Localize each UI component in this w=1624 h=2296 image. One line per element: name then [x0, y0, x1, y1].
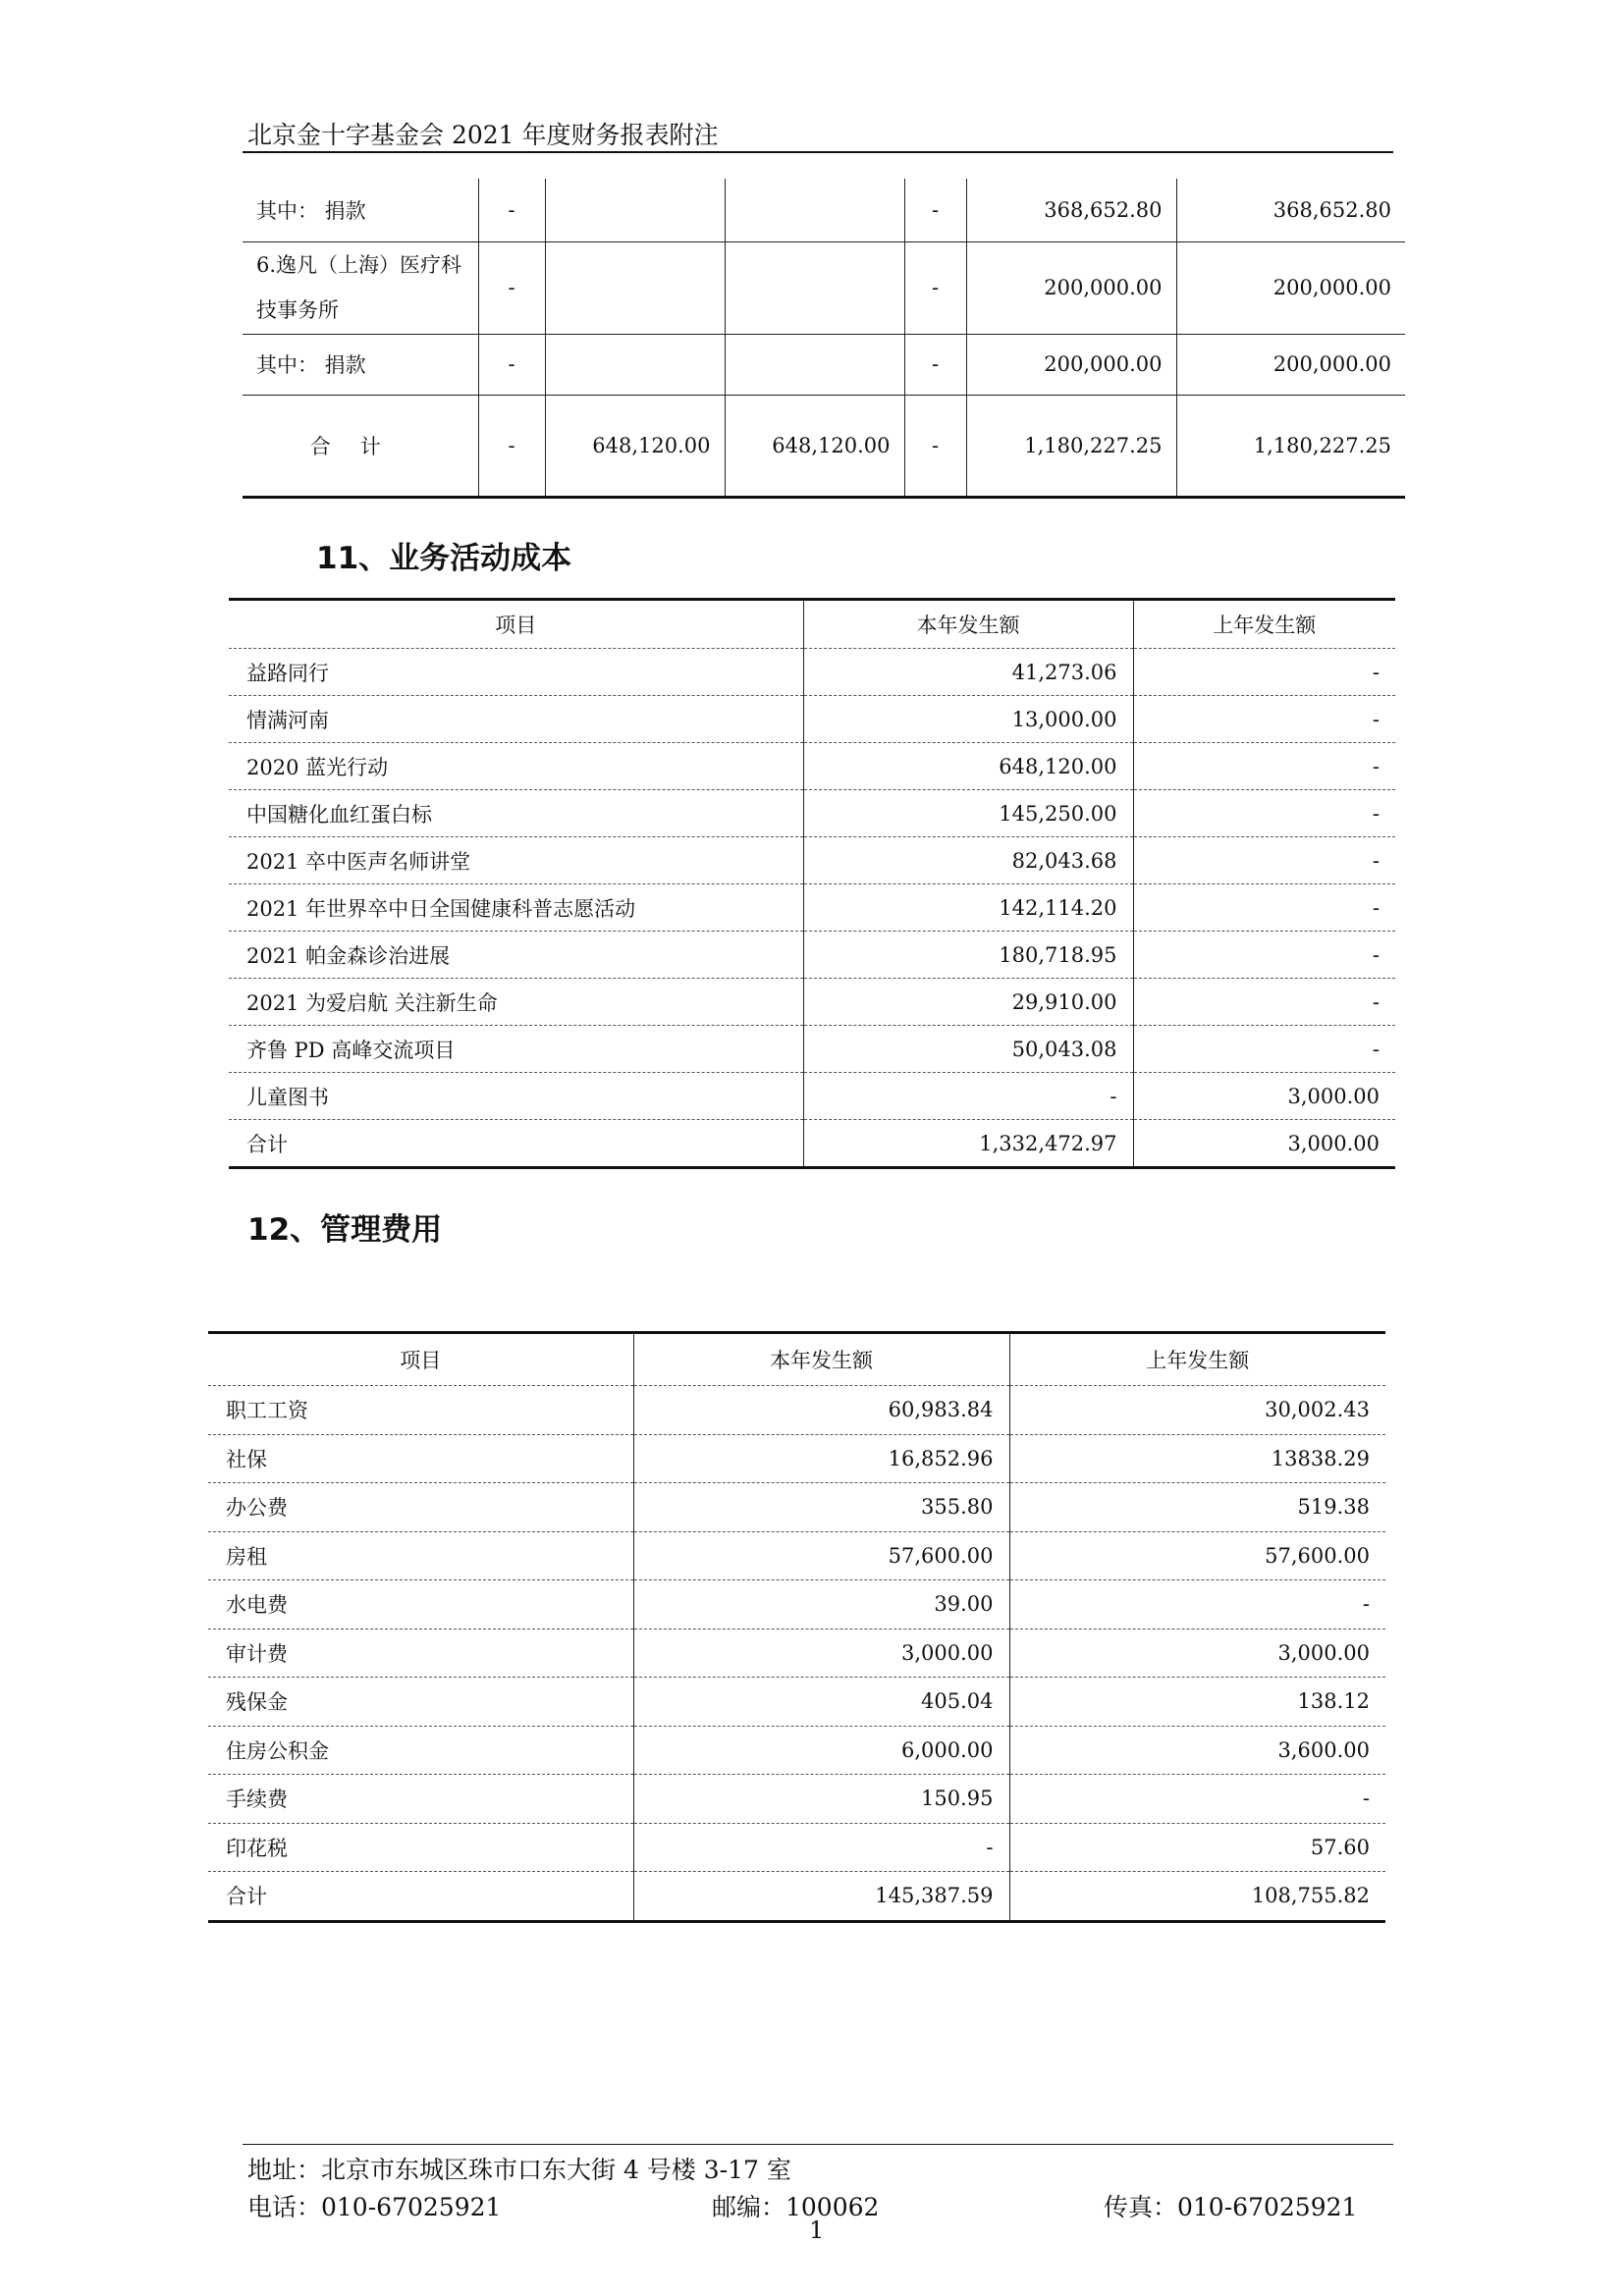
prior-year-amount: -	[1133, 979, 1395, 1026]
cell	[545, 334, 725, 395]
table-row	[208, 1678, 1385, 1727]
table-row	[243, 395, 1405, 497]
prior-year-amount: -	[1133, 649, 1395, 696]
current-year-amount: 6,000.00	[633, 1726, 1009, 1775]
prior-year-amount: -	[1009, 1580, 1385, 1629]
footer-postcode: 邮编：100062	[712, 2193, 880, 2221]
prior-year-amount: -	[1009, 1775, 1385, 1824]
item-name: 合计	[229, 1120, 803, 1168]
table-row	[229, 1073, 1395, 1120]
prior-year-amount: 3,600.00	[1009, 1726, 1385, 1775]
cell: 1,180,227.25	[966, 395, 1176, 497]
table-row	[229, 884, 1395, 932]
cell: -	[478, 241, 545, 334]
table-row	[229, 743, 1395, 790]
current-year-amount: 16,852.96	[633, 1434, 1009, 1483]
table-row	[208, 1823, 1385, 1872]
current-year-amount: 57,600.00	[633, 1531, 1009, 1580]
prior-year-amount: 108,755.82	[1009, 1872, 1385, 1922]
table-row	[208, 1775, 1385, 1824]
prior-year-amount: 3,000.00	[1133, 1120, 1395, 1168]
current-year-amount: 405.04	[633, 1678, 1009, 1727]
item-name: 2021 为爱启航 关注新生命	[229, 979, 803, 1026]
cell	[545, 179, 725, 241]
column-header: 项目	[208, 1333, 633, 1386]
business-activity-cost-table	[229, 598, 1395, 1169]
column-header: 上年发生额	[1009, 1333, 1385, 1386]
item-name: 审计费	[208, 1629, 633, 1678]
item-name: 手续费	[208, 1775, 633, 1824]
table-row	[208, 1531, 1385, 1580]
column-header: 上年发生额	[1133, 600, 1395, 649]
cell	[725, 179, 904, 241]
page-number: 1	[809, 2216, 825, 2244]
current-year-amount: 50,043.08	[803, 1026, 1133, 1073]
row-label: 6.逸凡（上海）医疗科技事务所	[243, 241, 478, 334]
item-name: 办公费	[208, 1483, 633, 1532]
table-row	[243, 179, 1405, 241]
prior-year-amount: 57,600.00	[1009, 1531, 1385, 1580]
prior-year-amount: -	[1133, 1026, 1395, 1073]
item-name: 社保	[208, 1434, 633, 1483]
current-year-amount: 41,273.06	[803, 649, 1133, 696]
row-label: 合计	[243, 395, 478, 497]
cell: -	[904, 334, 966, 395]
table-row	[243, 334, 1405, 395]
cell	[725, 241, 904, 334]
table-row	[208, 1629, 1385, 1678]
prior-year-amount: 138.12	[1009, 1678, 1385, 1727]
current-year-amount: 355.80	[633, 1483, 1009, 1532]
table-row	[243, 241, 1405, 334]
footer-fax: 传真：010-67025921	[1104, 2193, 1358, 2221]
item-name: 残保金	[208, 1678, 633, 1727]
table-row	[208, 1386, 1385, 1435]
current-year-amount: 150.95	[633, 1775, 1009, 1824]
cell: 368,652.80	[966, 179, 1176, 241]
prior-year-amount: -	[1133, 884, 1395, 932]
table-row	[208, 1483, 1385, 1532]
item-name: 齐鲁 PD 高峰交流项目	[229, 1026, 803, 1073]
cell: -	[478, 395, 545, 497]
table-row	[229, 979, 1395, 1026]
current-year-amount: 13,000.00	[803, 696, 1133, 743]
prior-year-amount: -	[1133, 696, 1395, 743]
item-name: 水电费	[208, 1580, 633, 1629]
prior-year-amount: -	[1133, 743, 1395, 790]
cell: 368,652.80	[1176, 179, 1405, 241]
item-name: 职工工资	[208, 1386, 633, 1435]
current-year-amount: 82,043.68	[803, 837, 1133, 884]
current-year-amount: 145,250.00	[803, 790, 1133, 837]
cell: 200,000.00	[1176, 241, 1405, 334]
current-year-amount: 3,000.00	[633, 1629, 1009, 1678]
item-name: 住房公积金	[208, 1726, 633, 1775]
item-name: 2021 卒中医声名师讲堂	[229, 837, 803, 884]
prior-year-amount: -	[1133, 932, 1395, 979]
cell: -	[478, 334, 545, 395]
prior-year-amount: -	[1133, 837, 1395, 884]
total-row	[208, 1872, 1385, 1922]
section-11-title: 11、业务活动成本	[316, 541, 572, 576]
current-year-amount: 145,387.59	[633, 1872, 1009, 1922]
cell: -	[904, 179, 966, 241]
current-year-amount: 39.00	[633, 1580, 1009, 1629]
prior-year-amount: -	[1133, 790, 1395, 837]
cell: -	[904, 395, 966, 497]
prior-year-amount: 57.60	[1009, 1823, 1385, 1872]
item-name: 益路同行	[229, 649, 803, 696]
current-year-amount: 648,120.00	[803, 743, 1133, 790]
footer-phone: 电话：010-67025921	[247, 2193, 502, 2221]
item-name: 印花税	[208, 1823, 633, 1872]
column-header: 项目	[229, 600, 803, 649]
row-label: 其中： 捐款	[243, 179, 478, 241]
current-year-amount: 60,983.84	[633, 1386, 1009, 1435]
column-header: 本年发生额	[803, 600, 1133, 649]
item-name: 合计	[208, 1872, 633, 1922]
table-row	[229, 696, 1395, 743]
current-year-amount: -	[633, 1823, 1009, 1872]
document-header-title: 北京金十字基金会 2021 年度财务报表附注	[247, 121, 719, 149]
current-year-amount: 1,332,472.97	[803, 1120, 1133, 1168]
prior-year-amount: 30,002.43	[1009, 1386, 1385, 1435]
current-year-amount: 29,910.00	[803, 979, 1133, 1026]
item-name: 儿童图书	[229, 1073, 803, 1120]
item-name: 2021 帕金森诊治进展	[229, 932, 803, 979]
item-name: 房租	[208, 1531, 633, 1580]
total-row	[229, 1120, 1395, 1168]
current-year-amount: 142,114.20	[803, 884, 1133, 932]
footer-address: 地址：北京市东城区珠市口东大街 4 号楼 3-17 室	[247, 2156, 791, 2184]
table-row	[229, 837, 1395, 884]
cell: 200,000.00	[1176, 334, 1405, 395]
cell	[545, 241, 725, 334]
row-label: 其中： 捐款	[243, 334, 478, 395]
table-row	[208, 1580, 1385, 1629]
management-expense-table	[208, 1331, 1385, 1923]
cell: 648,120.00	[545, 395, 725, 497]
cell: 200,000.00	[966, 334, 1176, 395]
prior-year-amount: 3,000.00	[1133, 1073, 1395, 1120]
table-row	[229, 790, 1395, 837]
table-row	[208, 1434, 1385, 1483]
item-name: 情满河南	[229, 696, 803, 743]
header-divider	[243, 151, 1393, 153]
column-header: 本年发生额	[633, 1333, 1009, 1386]
table-header-row	[229, 600, 1395, 649]
prior-year-amount: 519.38	[1009, 1483, 1385, 1532]
section-12-title: 12、管理费用	[247, 1212, 443, 1248]
item-name: 中国糖化血红蛋白标	[229, 790, 803, 837]
footer-divider	[243, 2144, 1393, 2145]
cell: -	[904, 241, 966, 334]
item-name: 2020 蓝光行动	[229, 743, 803, 790]
item-name: 2021 年世界卒中日全国健康科普志愿活动	[229, 884, 803, 932]
prior-year-amount: 13838.29	[1009, 1434, 1385, 1483]
donation-summary-table	[243, 179, 1405, 499]
prior-year-amount: 3,000.00	[1009, 1629, 1385, 1678]
cell: -	[478, 179, 545, 241]
table-row	[229, 649, 1395, 696]
cell: 1,180,227.25	[1176, 395, 1405, 497]
table-header-row	[208, 1333, 1385, 1386]
cell: 200,000.00	[966, 241, 1176, 334]
table-row	[208, 1726, 1385, 1775]
cell: 648,120.00	[725, 395, 904, 497]
cell	[725, 334, 904, 395]
table-row	[229, 932, 1395, 979]
current-year-amount: -	[803, 1073, 1133, 1120]
table-row	[229, 1026, 1395, 1073]
current-year-amount: 180,718.95	[803, 932, 1133, 979]
